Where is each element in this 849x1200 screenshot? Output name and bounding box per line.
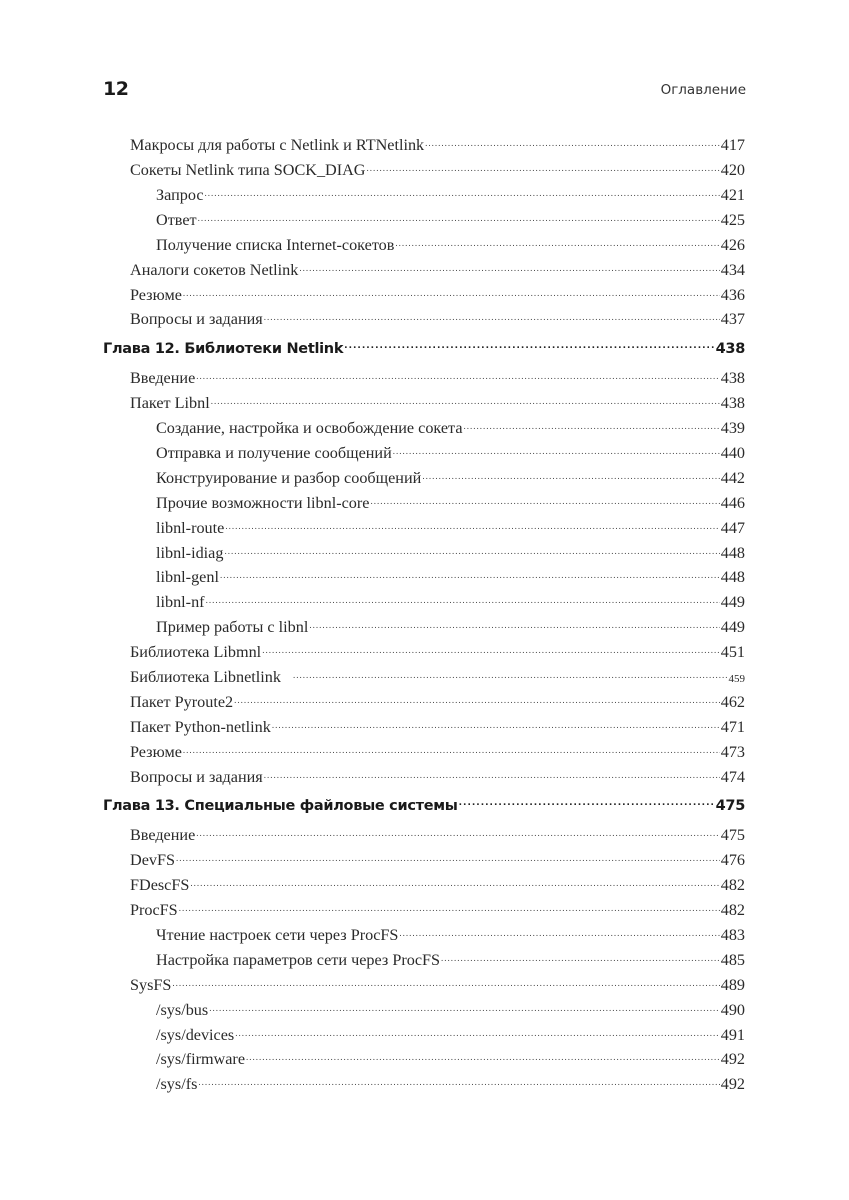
- toc-entry-page: 439: [720, 419, 745, 438]
- toc-entry-page: 451: [720, 643, 745, 662]
- toc-chapter-13[interactable]: [103, 795, 745, 822]
- toc-entry[interactable]: [103, 765, 745, 790]
- dot-leader: [220, 566, 720, 582]
- dot-leader: [211, 392, 720, 408]
- toc-entry-title: FDescFS: [130, 876, 190, 895]
- toc-entry[interactable]: [103, 974, 745, 999]
- table-of-contents: [103, 134, 745, 1098]
- toc-entry-page: 475: [720, 826, 745, 845]
- toc-entry[interactable]: [103, 209, 745, 234]
- toc-entry-title: libnl-route: [156, 518, 225, 537]
- toc-entry-page: 491: [720, 1025, 745, 1044]
- toc-entry[interactable]: [103, 691, 745, 716]
- toc-entry[interactable]: [103, 308, 745, 333]
- toc-entry-page: 421: [720, 185, 745, 204]
- dot-leader: [172, 974, 719, 990]
- toc-entry[interactable]: [103, 467, 745, 492]
- toc-entry[interactable]: [103, 516, 745, 541]
- dot-leader: [399, 924, 719, 940]
- toc-entry-page: 474: [720, 767, 745, 786]
- toc-entry-title: /sys/fs: [156, 1075, 198, 1094]
- toc-entry-title: Введение: [130, 369, 196, 388]
- dot-leader: [209, 999, 720, 1015]
- toc-entry[interactable]: [103, 184, 745, 209]
- toc-entry-page: 438: [720, 369, 745, 388]
- toc-entry-title: Библиотека Libnetlink: [130, 668, 281, 686]
- toc-entry[interactable]: [103, 591, 745, 616]
- toc-entry-title: SysFS: [130, 975, 172, 994]
- dot-leader: [224, 541, 719, 557]
- dot-leader: [395, 234, 719, 250]
- toc-entry-page: 448: [720, 543, 745, 562]
- toc-entry-title: Вопросы и задания: [130, 767, 263, 786]
- dot-leader: [299, 258, 719, 274]
- toc-entry-title: Пакет Libnl: [130, 394, 210, 413]
- dot-leader: [293, 666, 728, 682]
- toc-chapter-12[interactable]: [103, 338, 745, 365]
- toc-entry-title: Ответ: [156, 210, 197, 229]
- toc-entry-title: Пакет Python-netlink: [130, 717, 271, 736]
- toc-entry[interactable]: [103, 283, 745, 308]
- toc-entry-title: Пример работы с libnl: [156, 618, 309, 637]
- dot-leader: [393, 442, 720, 458]
- dot-leader: [205, 184, 720, 200]
- dot-leader: [264, 308, 720, 324]
- dot-leader: [264, 765, 720, 781]
- toc-entry-title: Получение списка Internet-сокетов: [156, 235, 395, 254]
- toc-entry-page: 473: [720, 742, 745, 761]
- dot-leader: [344, 338, 714, 353]
- toc-entry[interactable]: [103, 666, 745, 691]
- toc-entry-title: Настройка параметров сети через ProcFS: [156, 950, 441, 969]
- dot-leader: [183, 283, 720, 299]
- dot-leader: [370, 492, 719, 508]
- toc-entry[interactable]: [103, 716, 745, 741]
- toc-entry-page: 447: [720, 518, 745, 537]
- toc-entry[interactable]: [103, 392, 745, 417]
- toc-entry-page: 446: [720, 493, 745, 512]
- toc-entry-title: DevFS: [130, 851, 175, 870]
- toc-entry-page: 490: [720, 1000, 745, 1019]
- toc-entry[interactable]: [103, 949, 745, 974]
- toc-entry-title: Вопросы и задания: [130, 310, 263, 329]
- toc-entry[interactable]: [103, 824, 745, 849]
- toc-entry-title: libnl-idiag: [156, 543, 224, 562]
- toc-entry-page: 420: [720, 161, 745, 180]
- toc-entry-page: 417: [720, 136, 745, 155]
- dot-leader: [234, 691, 720, 707]
- toc-entry[interactable]: [103, 258, 745, 283]
- dot-leader: [422, 467, 719, 483]
- toc-entry-title: Конструирование и разбор сообщений: [156, 468, 422, 487]
- toc-entry[interactable]: [103, 924, 745, 949]
- page-number: 12: [103, 78, 129, 100]
- toc-entry-page: 462: [720, 692, 745, 711]
- toc-entry[interactable]: [103, 874, 745, 899]
- toc-entry[interactable]: [103, 1073, 745, 1098]
- toc-entry-page: 449: [720, 618, 745, 637]
- toc-entry-title: Макросы для работы с Netlink и RTNetlink: [130, 136, 425, 155]
- toc-entry-title: ProcFS: [130, 901, 178, 920]
- running-head: Оглавление: [660, 82, 746, 98]
- dot-leader: [225, 516, 719, 532]
- toc-entry[interactable]: [103, 234, 745, 259]
- dot-leader: [246, 1048, 720, 1064]
- dot-leader: [196, 367, 719, 383]
- toc-entry-page: 482: [720, 876, 745, 895]
- toc-entry-page: 440: [720, 443, 745, 462]
- toc-entry-page: 459: [728, 673, 745, 685]
- toc-entry-title: Чтение настроек сети через ProcFS: [156, 926, 399, 945]
- toc-entry[interactable]: [103, 1048, 745, 1073]
- chapter-title: Глава 13. Специальные файловые системы: [103, 797, 458, 814]
- toc-entry-page: 492: [720, 1075, 745, 1094]
- toc-entry-page: 438: [720, 394, 745, 413]
- toc-entry-title: Прочие возможности libnl-core: [156, 493, 370, 512]
- toc-entry-title: Резюме: [130, 742, 182, 761]
- toc-entry-page: 485: [720, 950, 745, 969]
- toc-entry-title: libnl-genl: [156, 568, 219, 587]
- dot-leader: [190, 874, 719, 890]
- toc-entry[interactable]: [103, 492, 745, 517]
- toc-entry-title: Аналоги сокетов Netlink: [130, 260, 299, 279]
- toc-entry-title: Резюме: [130, 285, 182, 304]
- toc-entry[interactable]: [103, 641, 745, 666]
- toc-entry-page: 436: [720, 285, 745, 304]
- toc-entry[interactable]: [103, 541, 745, 566]
- toc-entry-title: Введение: [130, 826, 196, 845]
- chapter-page: 475: [715, 797, 745, 814]
- toc-entry[interactable]: [103, 616, 745, 641]
- toc-entry[interactable]: [103, 899, 745, 924]
- toc-entry-page: 442: [720, 468, 745, 487]
- toc-entry[interactable]: [103, 849, 745, 874]
- toc-entry-page: 434: [720, 260, 745, 279]
- toc-entry-page: 482: [720, 901, 745, 920]
- toc-entry-page: 489: [720, 975, 745, 994]
- toc-entry[interactable]: [103, 1023, 745, 1048]
- dot-leader: [262, 641, 720, 657]
- dot-leader: [176, 849, 720, 865]
- toc-entry-title: libnl-nf: [156, 593, 205, 612]
- toc-entry[interactable]: [103, 999, 745, 1024]
- dot-leader: [179, 899, 720, 915]
- toc-entry-title: Создание, настройка и освобождение сокета: [156, 419, 463, 438]
- dot-leader: [183, 740, 720, 756]
- toc-entry-title: /sys/firmware: [156, 1050, 246, 1069]
- toc-entry-title: /sys/devices: [156, 1025, 235, 1044]
- dot-leader: [272, 716, 720, 732]
- dot-leader: [367, 159, 720, 175]
- toc-entry-page: 426: [720, 235, 745, 254]
- toc-entry-page: 476: [720, 851, 745, 870]
- dot-leader: [309, 616, 719, 632]
- toc-entry-title: Запрос: [156, 185, 204, 204]
- chapter-title: Глава 12. Библиотеки Netlink: [103, 340, 344, 357]
- toc-entry[interactable]: [103, 442, 745, 467]
- toc-entry-page: 449: [720, 593, 745, 612]
- toc-entry-title: Сокеты Netlink типа SOCK_DIAG: [130, 161, 366, 180]
- toc-entry[interactable]: [103, 159, 745, 184]
- toc-entry-page: 437: [720, 310, 745, 329]
- toc-entry[interactable]: [103, 566, 745, 591]
- toc-entry[interactable]: [103, 134, 745, 159]
- toc-entry[interactable]: [103, 367, 745, 392]
- dot-leader: [441, 949, 720, 965]
- toc-entry-page: 483: [720, 926, 745, 945]
- dot-leader: [196, 824, 719, 840]
- dot-leader: [198, 209, 720, 225]
- toc-entry-page: 448: [720, 568, 745, 587]
- dot-leader: [206, 591, 720, 607]
- dot-leader: [459, 795, 715, 810]
- dot-leader: [198, 1073, 719, 1089]
- dot-leader: [464, 417, 720, 433]
- toc-entry-title: Отправка и получение сообщений: [156, 443, 392, 462]
- toc-entry-title: Библиотека Libmnl: [130, 643, 262, 662]
- toc-entry-title: Пакет Pyroute2: [130, 692, 234, 711]
- dot-leader: [235, 1023, 719, 1039]
- toc-entry-page: 492: [720, 1050, 745, 1069]
- toc-entry[interactable]: [103, 417, 745, 442]
- toc-entry-title: /sys/bus: [156, 1000, 209, 1019]
- toc-entry[interactable]: [103, 740, 745, 765]
- dot-leader: [425, 134, 720, 150]
- chapter-page: 438: [715, 340, 745, 357]
- toc-entry-page: 471: [720, 717, 745, 736]
- toc-entry-page: 425: [720, 210, 745, 229]
